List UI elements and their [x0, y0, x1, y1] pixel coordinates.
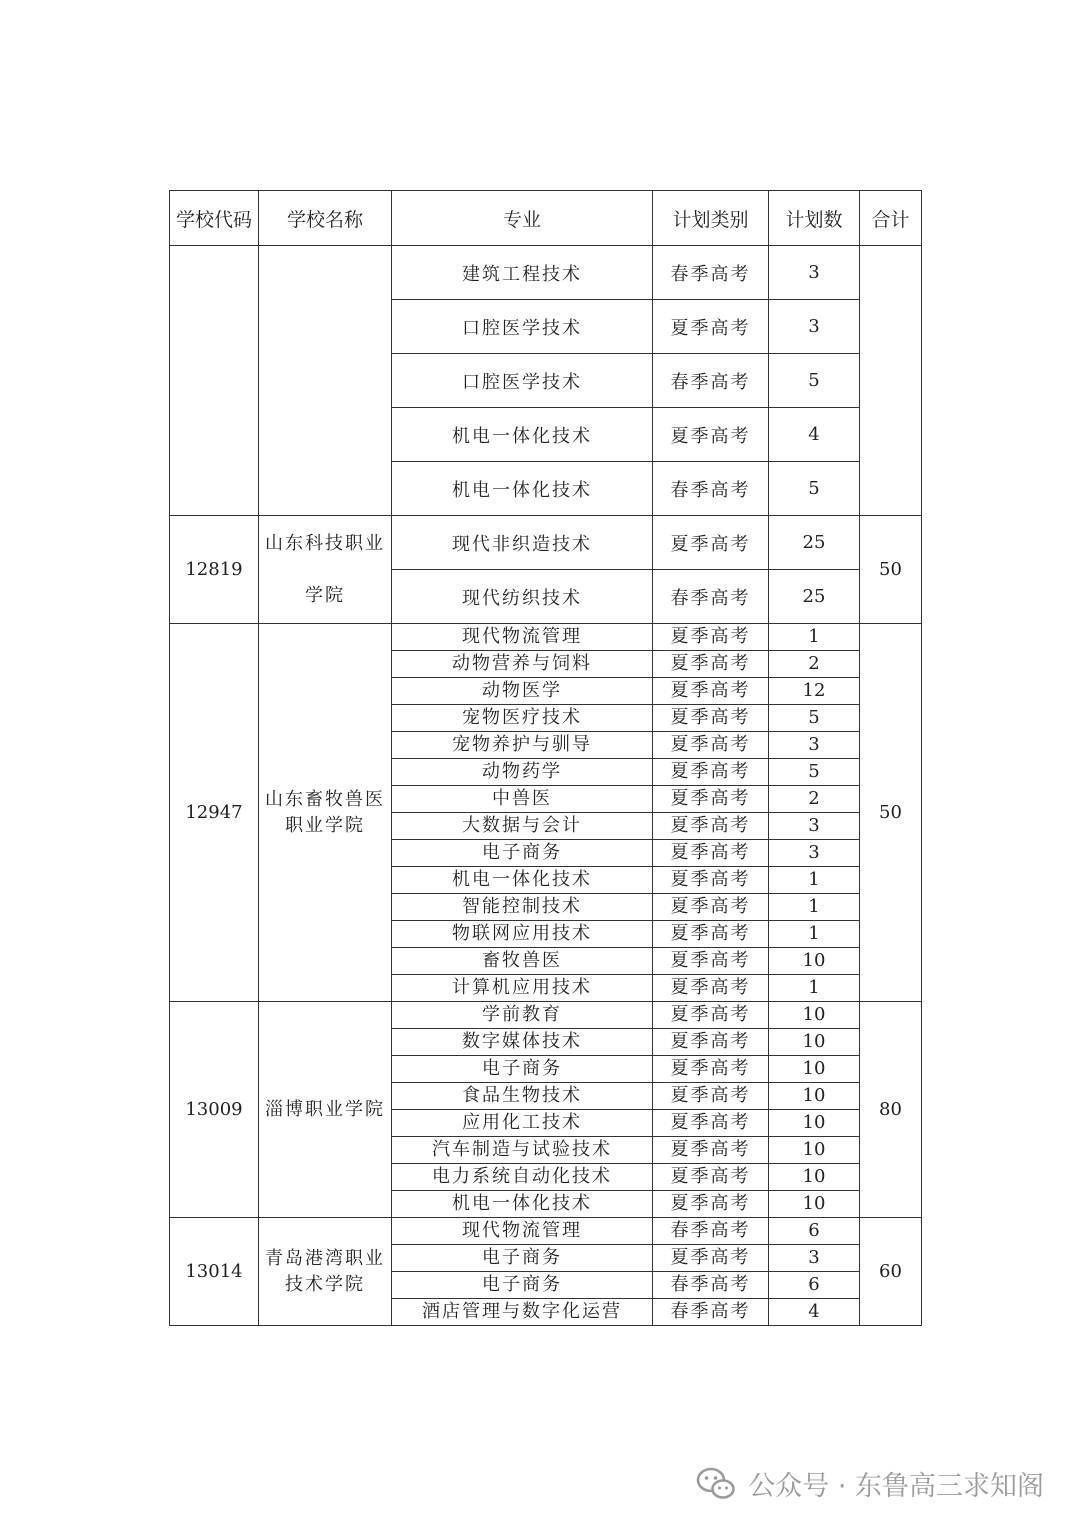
header-school-name: 学校名称 — [259, 191, 392, 246]
header-school-code: 学校代码 — [170, 191, 259, 246]
major-cell: 酒店管理与数字化运营 — [392, 1299, 653, 1326]
major-cell: 畜牧兽医 — [392, 948, 653, 975]
school-name-cell — [259, 246, 392, 516]
wechat-icon — [696, 1467, 736, 1501]
plan-type-cell: 夏季高考 — [653, 732, 769, 759]
total-cell: 60 — [860, 1218, 922, 1326]
major-cell: 汽车制造与试验技术 — [392, 1137, 653, 1164]
plan-type-cell: 夏季高考 — [653, 867, 769, 894]
plan-count-cell: 3 — [769, 813, 860, 840]
table-row — [170, 516, 922, 570]
plan-type-cell: 夏季高考 — [653, 300, 769, 354]
plan-type-cell: 春季高考 — [653, 1218, 769, 1245]
major-cell: 学前教育 — [392, 1002, 653, 1029]
major-cell: 电子商务 — [392, 1245, 653, 1272]
header-total: 合计 — [860, 191, 922, 246]
plan-type-cell: 夏季高考 — [653, 1029, 769, 1056]
plan-count-cell: 1 — [769, 867, 860, 894]
plan-type-cell: 夏季高考 — [653, 759, 769, 786]
plan-type-cell: 夏季高考 — [653, 813, 769, 840]
plan-count-cell: 10 — [769, 1029, 860, 1056]
plan-type-cell: 春季高考 — [653, 246, 769, 300]
school-name-cell: 山东畜牧兽医职业学院 — [259, 624, 392, 1002]
school-code-cell: 12819 — [170, 516, 259, 624]
total-cell: 50 — [860, 624, 922, 1002]
total-cell: 50 — [860, 516, 922, 624]
plan-type-cell: 夏季高考 — [653, 1083, 769, 1110]
plan-count-cell: 4 — [769, 1299, 860, 1326]
plan-count-cell: 5 — [769, 354, 860, 408]
school-name-cell: 青岛港湾职业技术学院 — [259, 1218, 392, 1326]
major-cell: 建筑工程技术 — [392, 246, 653, 300]
school-code-cell: 13009 — [170, 1002, 259, 1218]
major-cell: 动物医学 — [392, 678, 653, 705]
school-name-cell: 山东科技职业学院 — [259, 516, 392, 624]
plan-count-cell: 3 — [769, 1245, 860, 1272]
major-cell: 中兽医 — [392, 786, 653, 813]
plan-count-cell: 10 — [769, 1002, 860, 1029]
major-cell: 电力系统自动化技术 — [392, 1164, 653, 1191]
plan-type-cell: 夏季高考 — [653, 975, 769, 1002]
major-cell: 现代物流管理 — [392, 1218, 653, 1245]
plan-type-cell: 夏季高考 — [653, 921, 769, 948]
table-row — [170, 624, 922, 651]
plan-count-cell: 3 — [769, 732, 860, 759]
plan-count-cell: 1 — [769, 894, 860, 921]
plan-count-cell: 10 — [769, 1191, 860, 1218]
plan-count-cell: 1 — [769, 624, 860, 651]
school-code-cell: 12947 — [170, 624, 259, 1002]
plan-type-cell: 夏季高考 — [653, 624, 769, 651]
header-major: 专业 — [392, 191, 653, 246]
plan-type-cell: 夏季高考 — [653, 1137, 769, 1164]
major-cell: 食品生物技术 — [392, 1083, 653, 1110]
major-cell: 机电一体化技术 — [392, 408, 653, 462]
table-body — [170, 246, 922, 1326]
plan-type-cell: 夏季高考 — [653, 894, 769, 921]
plan-count-cell: 5 — [769, 759, 860, 786]
plan-count-cell: 10 — [769, 1164, 860, 1191]
major-cell: 动物营养与饲料 — [392, 651, 653, 678]
enrollment-plan-table — [169, 190, 922, 1326]
plan-type-cell: 夏季高考 — [653, 1245, 769, 1272]
plan-type-cell: 春季高考 — [653, 354, 769, 408]
table-row — [170, 246, 922, 300]
plan-type-cell: 夏季高考 — [653, 705, 769, 732]
major-cell: 计算机应用技术 — [392, 975, 653, 1002]
major-cell: 口腔医学技术 — [392, 354, 653, 408]
plan-type-cell: 夏季高考 — [653, 840, 769, 867]
major-cell: 电子商务 — [392, 1056, 653, 1083]
plan-count-cell: 2 — [769, 786, 860, 813]
plan-type-cell: 春季高考 — [653, 1272, 769, 1299]
major-cell: 大数据与会计 — [392, 813, 653, 840]
school-code-cell — [170, 246, 259, 516]
plan-type-cell: 夏季高考 — [653, 786, 769, 813]
major-cell: 数字媒体技术 — [392, 1029, 653, 1056]
plan-count-cell: 6 — [769, 1218, 860, 1245]
school-name-cell: 淄博职业学院 — [259, 1002, 392, 1218]
plan-count-cell: 25 — [769, 516, 860, 570]
major-cell: 应用化工技术 — [392, 1110, 653, 1137]
plan-count-cell: 10 — [769, 1056, 860, 1083]
plan-count-cell: 3 — [769, 840, 860, 867]
total-cell: 80 — [860, 1002, 922, 1218]
major-cell: 现代物流管理 — [392, 624, 653, 651]
plan-type-cell: 夏季高考 — [653, 678, 769, 705]
plan-count-cell: 1 — [769, 975, 860, 1002]
plan-count-cell: 5 — [769, 705, 860, 732]
major-cell: 智能控制技术 — [392, 894, 653, 921]
major-cell: 现代非织造技术 — [392, 516, 653, 570]
plan-count-cell: 1 — [769, 921, 860, 948]
plan-type-cell: 春季高考 — [653, 570, 769, 624]
major-cell: 机电一体化技术 — [392, 1191, 653, 1218]
plan-type-cell: 夏季高考 — [653, 1056, 769, 1083]
plan-type-cell: 夏季高考 — [653, 1002, 769, 1029]
table-header-row — [170, 191, 922, 246]
plan-type-cell: 夏季高考 — [653, 948, 769, 975]
plan-type-cell: 夏季高考 — [653, 1110, 769, 1137]
watermark-text: 公众号 · 东鲁高三求知阁 — [748, 1471, 1044, 1502]
major-cell: 宠物养护与驯导 — [392, 732, 653, 759]
plan-count-cell: 10 — [769, 1110, 860, 1137]
plan-count-cell: 4 — [769, 408, 860, 462]
plan-type-cell: 夏季高考 — [653, 1164, 769, 1191]
header-plan-type: 计划类别 — [653, 191, 769, 246]
major-cell: 现代纺织技术 — [392, 570, 653, 624]
table-row — [170, 1218, 922, 1245]
plan-count-cell: 10 — [769, 948, 860, 975]
watermark — [696, 1464, 1044, 1503]
major-cell: 宠物医疗技术 — [392, 705, 653, 732]
plan-count-cell: 3 — [769, 300, 860, 354]
major-cell: 电子商务 — [392, 840, 653, 867]
major-cell: 口腔医学技术 — [392, 300, 653, 354]
header-plan-count: 计划数 — [769, 191, 860, 246]
major-cell: 电子商务 — [392, 1272, 653, 1299]
plan-type-cell: 春季高考 — [653, 1299, 769, 1326]
school-code-cell: 13014 — [170, 1218, 259, 1326]
table-row — [170, 1002, 922, 1029]
total-cell — [860, 246, 922, 516]
plan-count-cell: 6 — [769, 1272, 860, 1299]
plan-type-cell: 春季高考 — [653, 462, 769, 516]
plan-type-cell: 夏季高考 — [653, 1191, 769, 1218]
plan-type-cell: 夏季高考 — [653, 516, 769, 570]
plan-count-cell: 5 — [769, 462, 860, 516]
major-cell: 动物药学 — [392, 759, 653, 786]
plan-count-cell: 10 — [769, 1137, 860, 1164]
plan-type-cell: 夏季高考 — [653, 651, 769, 678]
plan-count-cell: 2 — [769, 651, 860, 678]
plan-count-cell: 25 — [769, 570, 860, 624]
major-cell: 机电一体化技术 — [392, 867, 653, 894]
plan-count-cell: 10 — [769, 1083, 860, 1110]
major-cell: 机电一体化技术 — [392, 462, 653, 516]
plan-count-cell: 12 — [769, 678, 860, 705]
plan-type-cell: 夏季高考 — [653, 408, 769, 462]
major-cell: 物联网应用技术 — [392, 921, 653, 948]
plan-count-cell: 3 — [769, 246, 860, 300]
